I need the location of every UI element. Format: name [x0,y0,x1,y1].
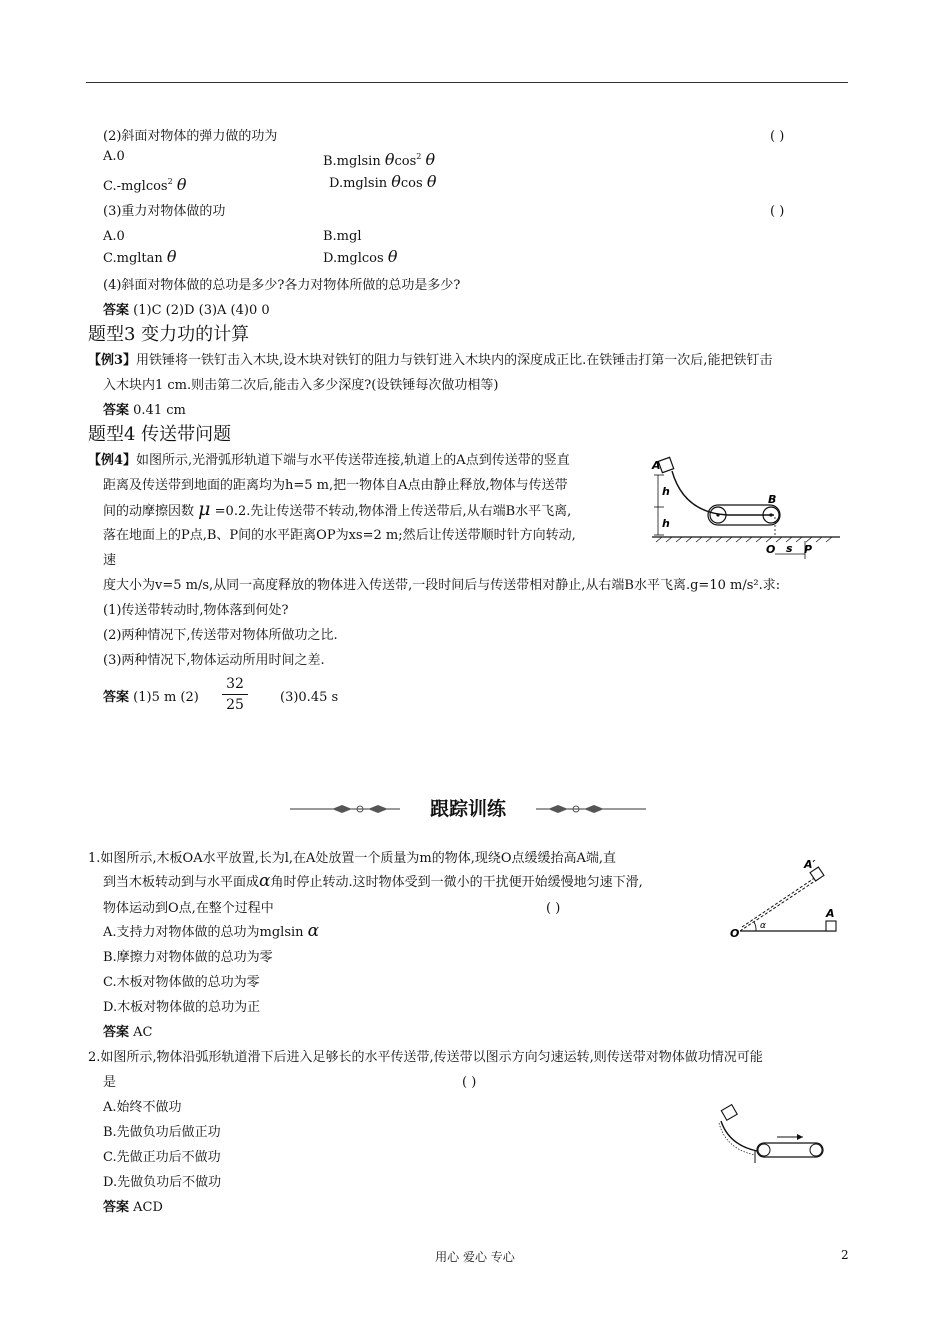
q3-bracket: ( ) [770,204,785,219]
page-number: 2 [841,1248,849,1262]
ex4-line3: 间的动摩擦因数 μ =0.2.先让传送带不转动,物体滑上传送带后,从右端B水平飞离, [103,498,572,520]
t1-option-c: C.木板对物体做的总功为零 [103,975,260,990]
t1-line2: 到当木板转动到与水平面成α角时停止转动.这时物体受到一微小的干扰便开始缓慢地匀速下滑, [103,871,643,891]
q2-option-a: A.0 [103,149,125,164]
ex4-sub3: (3)两种情况下,物体运动所用时间之差. [103,653,325,668]
t2-option-b: B.先做负功后做正功 [103,1125,221,1140]
t1-option-d: D.木板对物体做的总功为正 [103,1000,261,1015]
ex4-line4: 落在地面上的P点,B、P间的水平距离OP为xs=2 m;然后让传送带顺时针方向转动, [103,528,576,543]
fig1-label-a: A [826,907,835,920]
t2-option-a: A.始终不做功 [103,1100,182,1115]
fig-label-a: A [652,459,661,472]
fig1-label-a-prime: A′ [804,858,816,871]
ex4-answer: 答案 (1)5 m (2) [103,690,199,705]
q2-option-b: B.mglsin θcos$^2$ θ [323,150,436,169]
ex4-line2: 距离及传送带到地面的距离均为h=5 m,把一物体自A点由静止释放,物体与传送带 [103,478,568,493]
q2-stem: (2)斜面对物体的弹力做的功为 [103,129,278,144]
ex3-line2: 入木块内1 cm.则击第二次后,能击入多少深度?(设铁锤每次做功相等) [103,378,499,393]
t2-answer: 答案 ACD [103,1200,163,1215]
t1-bracket: ( ) [546,901,561,916]
fig-label-h2: h [662,517,670,530]
ex3-answer: 答案 0.41 cm [103,403,186,418]
answer-1: 答案 (1)C (2)D (3)A (4)0 0 [103,303,270,318]
q2-bracket: ( ) [770,129,785,144]
q2-option-c: C.-mglcos$^2$ θ [103,175,187,194]
q3-stem: (3)重力对物体做的功 [103,204,226,219]
fig-label-o: O [766,543,776,556]
t2-option-d: D.先做负功后不做功 [103,1175,222,1190]
fig-label-b: B [768,493,777,506]
ex4-line6: 度大小为v=5 m/s,从同一高度释放的物体进入传送带,一段时间后与传送带相对静止,从右端B水平飞离.g=10 m/s².求: [103,578,781,593]
ex3-line1: 【例3】用铁锤将一铁钉击入木块,设木块对铁钉的阻力与铁钉进入木块内的深度成正比.在铁锤击打第一次后,能把铁钉击 [88,353,773,368]
t2-line2: 是 [103,1075,117,1090]
t1-option-a: A.支持力对物体做的总功为mglsin α [103,921,320,941]
type3-heading: 题型3 变力功的计算 [88,324,250,345]
training-heading [290,796,646,822]
ex4-sub1: (1)传送带转动时,物体落到何处? [103,603,289,618]
t1-line3: 物体运动到O点,在整个过程中 [103,901,274,916]
q2-option-d: D.mglsin θcos θ [329,172,437,191]
q4-stem: (4)斜面对物体做的总功是多少?各力对物体所做的总功是多少? [103,278,461,293]
q3-option-d: D.mglcos θ [323,247,398,266]
q3-option-a: A.0 [103,229,125,244]
fig1-label-alpha: α [760,921,766,931]
t1-answer: 答案 AC [103,1025,153,1040]
fig1-label-o: O [730,927,740,940]
arc-conveyor-figure [715,1103,830,1168]
t2-option-c: C.先做正功后不做功 [103,1150,221,1165]
type4-heading: 题型4 传送带问题 [88,424,232,445]
ex4-sub2: (2)两种情况下,传送带对物体所做功之比. [103,628,338,643]
answer-fraction: 32 25 [222,676,248,713]
t2-bracket: ( ) [462,1075,477,1090]
fig-label-p: P [804,543,813,556]
incline-figure [730,855,842,940]
ex4-line1: 【例4】如图所示,光滑弧形轨道下端与水平传送带连接,轨道上的A点到传送带的竖直 [88,453,570,468]
header-rule [86,82,848,83]
t1-line1: 1.如图所示,木板OA水平放置,长为l,在A处放置一个质量为m的物体,现绕O点缓缓抬高A端,直 [88,851,617,866]
t1-option-b: B.摩擦力对物体做的总功为零 [103,950,273,965]
fig-label-h1: h [662,485,670,498]
page-footer: 用心 爱心 专心 [435,1250,515,1264]
conveyor-figure [650,455,850,565]
t2-line1: 2.如图所示,物体沿弧形轨道滑下后进入足够长的水平传送带,传送带以图示方向匀速运转,则传送带对物体做功情况可能 [88,1050,763,1065]
training-title: 跟踪训练 [429,798,506,820]
ex4-line5: 速 [103,553,117,568]
q3-option-c: C.mgltan θ [103,247,177,266]
ex4-answer-3: (3)0.45 s [280,690,339,705]
fig-label-s: s [786,542,793,555]
q3-option-b: B.mgl [323,229,362,244]
